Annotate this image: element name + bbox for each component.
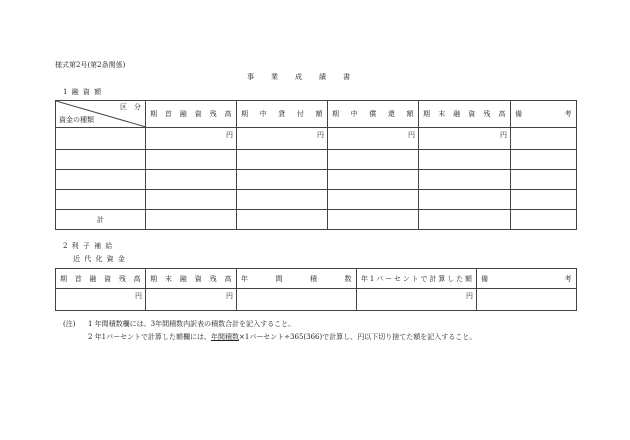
unit-label: 円 <box>146 128 237 150</box>
note-2-part-b: ×1パーセント÷365(366)で計算し、円以下切り捨てた額を記入すること。 <box>239 333 477 341</box>
corner-header-cell <box>56 101 146 128</box>
section2-subheading: 近 代 化 資 金 <box>73 255 126 263</box>
table-row <box>56 150 577 170</box>
table-row <box>56 170 577 190</box>
col-header-remarks: 備 考 <box>477 269 577 289</box>
note-2-part-a: 2 年1パーセントで計算した額欄には、 <box>88 333 211 341</box>
total-label: 計 <box>56 210 146 230</box>
corner-bottom-label: 資金の種類 <box>59 116 94 124</box>
table-row <box>56 289 577 311</box>
note-2-underlined: 年間積数 <box>211 333 239 341</box>
financing-table <box>55 100 577 230</box>
col-header-opening-balance: 期首融資残高 <box>146 101 237 128</box>
col-header-repayments: 期中償還額 <box>328 101 419 128</box>
unit-label: 円 <box>237 128 328 150</box>
col-header-opening-balance: 期首融資残高 <box>56 269 146 289</box>
corner-top-label: 区 分 <box>120 103 141 111</box>
col-header-one-percent-amount: 年1パーセントで計算した額 <box>357 269 477 289</box>
interest-subsidy-table <box>55 268 577 311</box>
table-row <box>56 128 577 150</box>
col-header-loans-made: 期中貸付額 <box>237 101 328 128</box>
table-row <box>56 190 577 210</box>
notes-prefix: (注) <box>63 320 76 328</box>
unit-label: 円 <box>328 128 419 150</box>
col-header-closing-balance: 期末融資残高 <box>146 269 237 289</box>
total-row <box>56 210 577 230</box>
col-header-remarks: 備 考 <box>511 101 577 128</box>
document-title: 事 業 成 績 書 <box>247 73 351 81</box>
unit-label: 円 <box>419 128 511 150</box>
unit-label: 円 <box>56 289 146 311</box>
col-header-annual-product: 年 間 積 数 <box>237 269 357 289</box>
form-label: 様式第2号(第2条関係) <box>55 61 126 69</box>
col-header-closing-balance: 期末融資残高 <box>419 101 511 128</box>
unit-label: 円 <box>357 289 477 311</box>
section2-heading: 2 利 子 補 給 <box>63 242 114 250</box>
section1-heading: 1 融 資 額 <box>63 88 103 96</box>
note-2 <box>88 334 476 341</box>
unit-label: 円 <box>146 289 237 311</box>
note-1: 1 年間積数欄には、3年間積数内訳表の積数合計を記入すること。 <box>88 320 296 328</box>
